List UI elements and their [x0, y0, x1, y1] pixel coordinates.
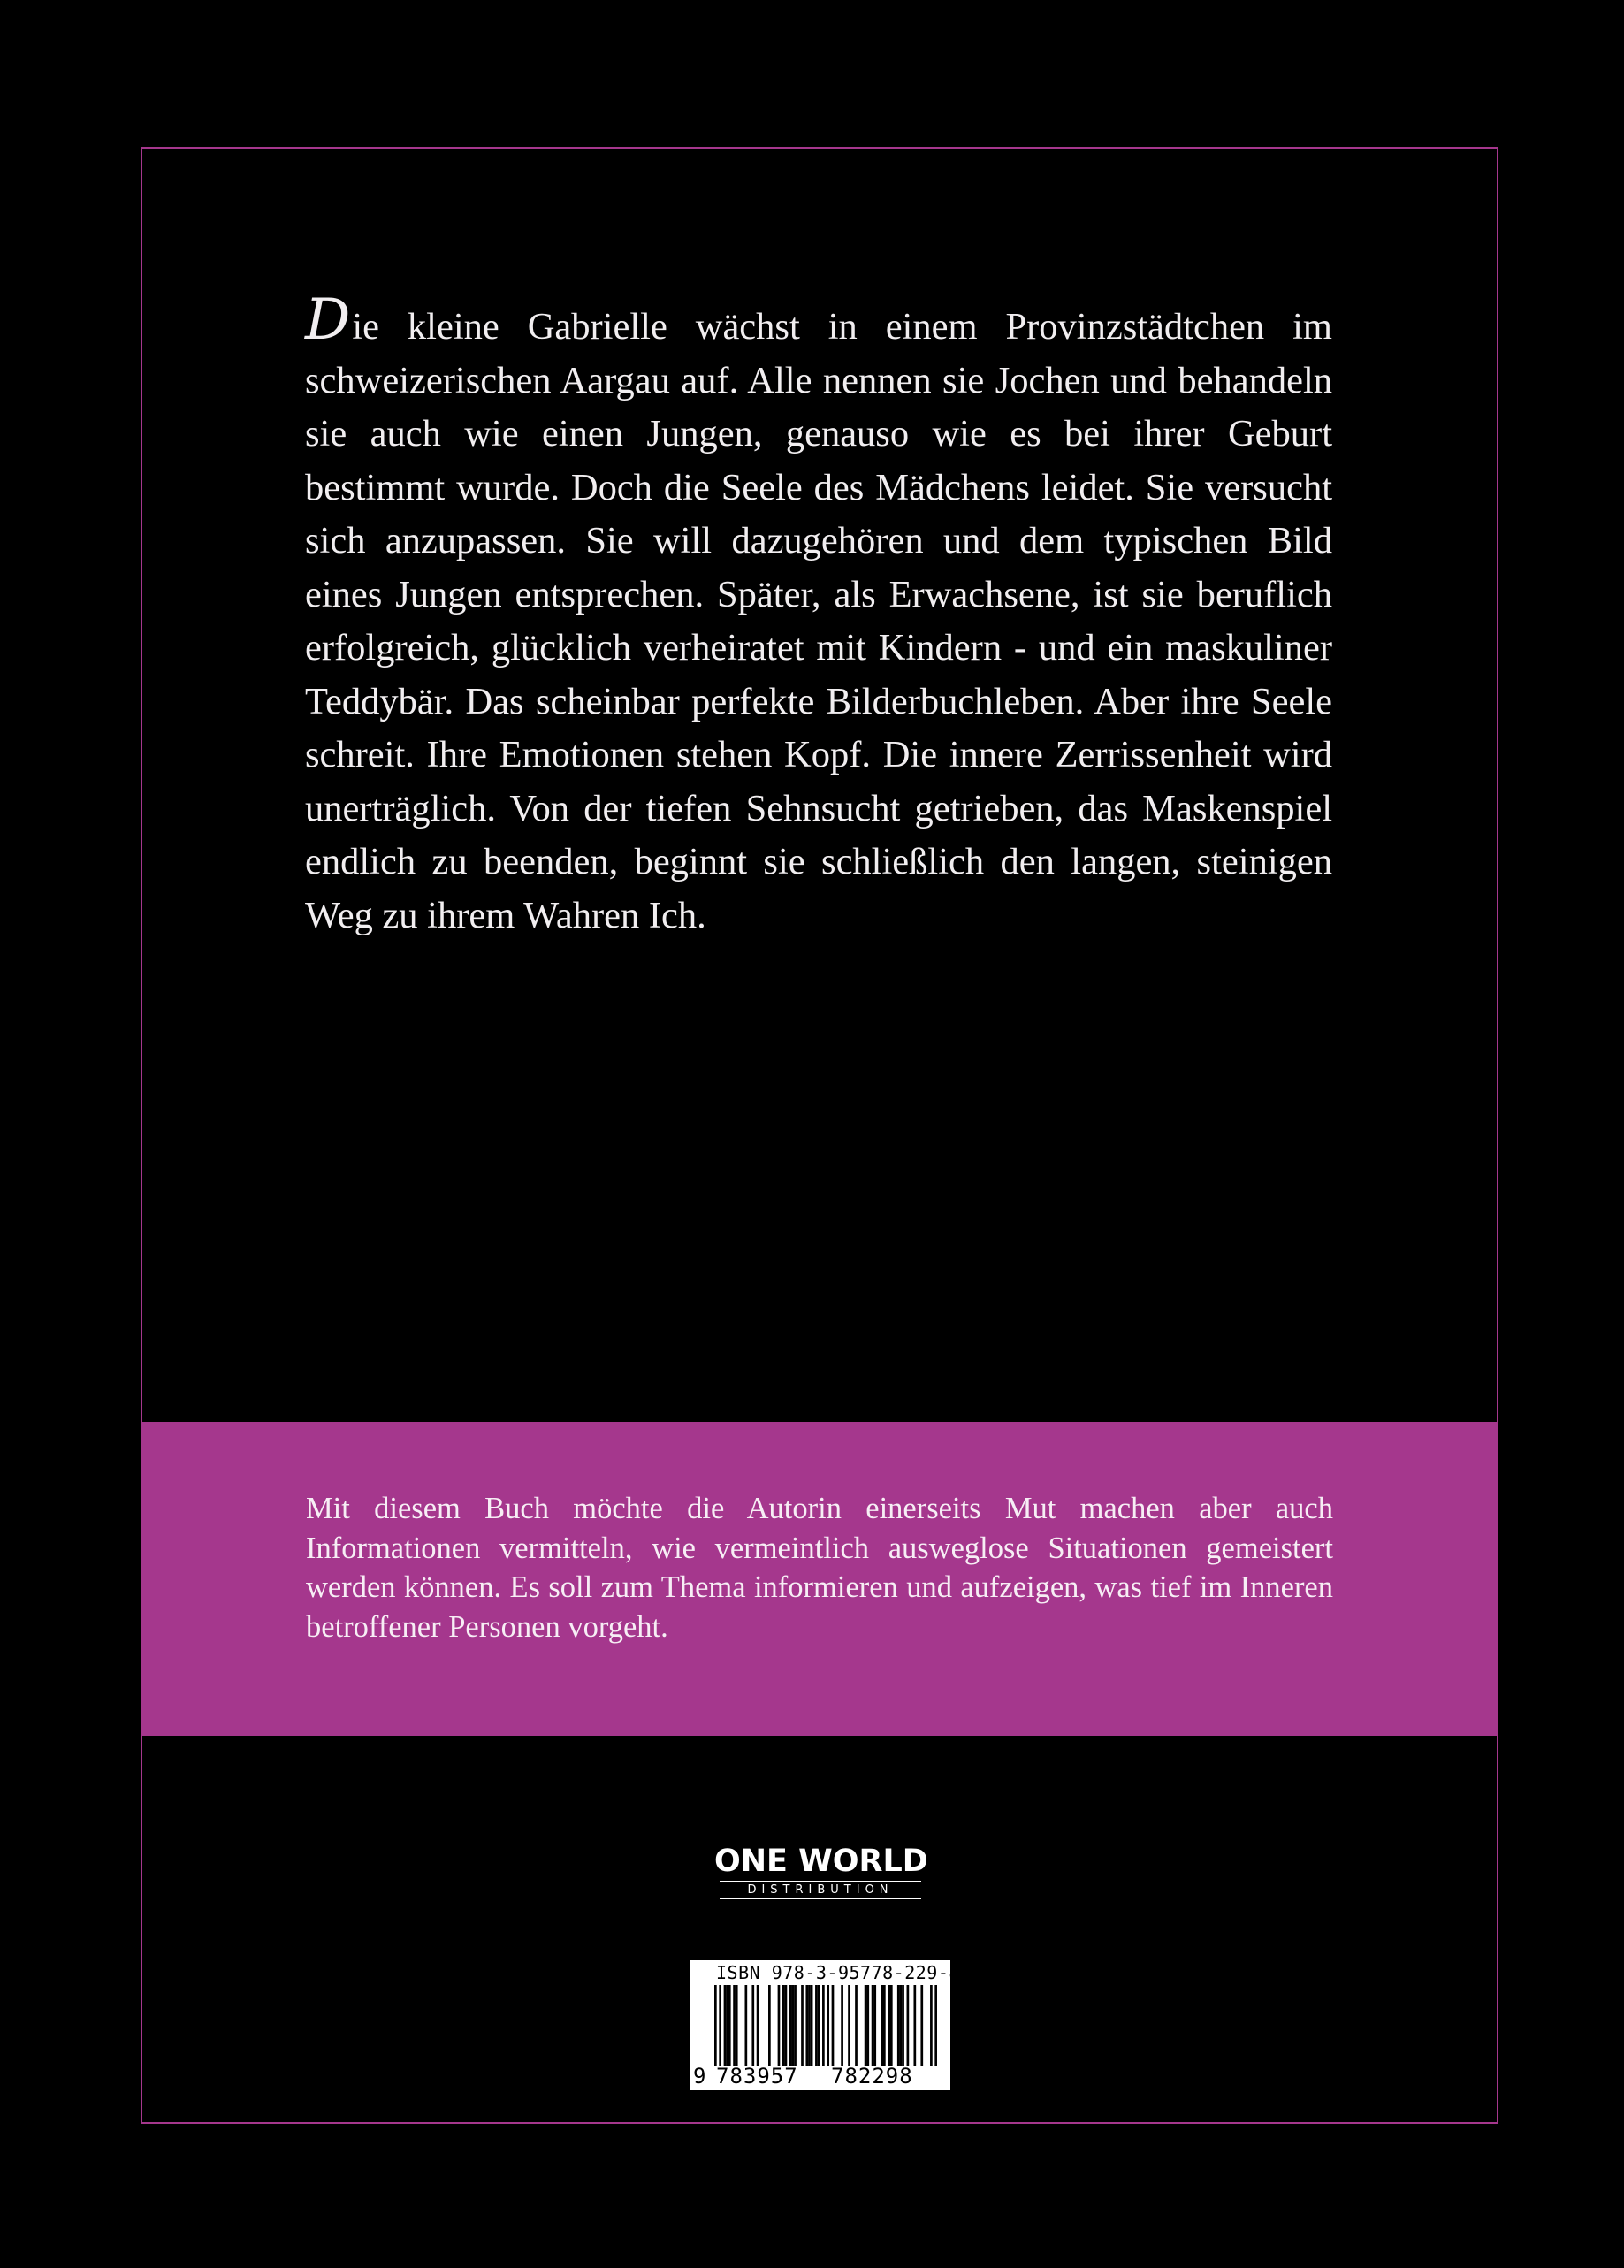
barcode-bar: [890, 1985, 893, 2066]
barcode-bar: [733, 1985, 736, 2066]
barcode-bar: [902, 1985, 904, 2066]
barcode-bar: [883, 1985, 886, 2066]
isbn-barcode: [690, 1960, 960, 2090]
barcode-bar: [728, 1985, 731, 2066]
barcode-bar: [827, 1985, 829, 2066]
barcode-bar: [794, 1985, 797, 2066]
barcode-bar: [808, 1985, 811, 2066]
barcode-bar: [801, 1985, 804, 2066]
barcode-bar: [930, 1985, 933, 2066]
ean-group-left: 783957: [716, 2064, 798, 2089]
barcode-bar: [934, 1985, 937, 2066]
barcode-bar: [792, 1985, 795, 2066]
barcode-bar: [811, 1985, 813, 2066]
barcode-bar: [897, 1985, 900, 2066]
barcode-bar: [736, 1985, 738, 2066]
barcode-bar: [881, 1985, 883, 2066]
barcode-bar: [815, 1985, 818, 2066]
drop-cap: D: [305, 287, 351, 353]
barcode-bars: [714, 1985, 937, 2066]
barcode-bar: [818, 1985, 820, 2066]
barcode-bar: [913, 1985, 916, 2066]
barcode-bar: [907, 1985, 910, 2066]
barcode-bar: [900, 1985, 903, 2066]
barcode-bar: [872, 1985, 874, 2066]
barcode-bar: [714, 1985, 717, 2066]
barcode-bar: [751, 1985, 754, 2066]
barcode-bar: [841, 1985, 843, 2066]
barcode-bar: [888, 1985, 890, 2066]
publisher-name: ONE WORLD: [714, 1844, 928, 1879]
info-band: [141, 1422, 1498, 1736]
barcode-bar: [920, 1985, 923, 2066]
barcode-bar: [726, 1985, 728, 2066]
barcode-bar: [832, 1985, 835, 2066]
barcode-bar: [744, 1985, 747, 2066]
barcode-bar: [785, 1985, 788, 2066]
barcode-bar: [865, 1985, 867, 2066]
publisher-logo: [714, 1844, 926, 1902]
barcode-bar: [778, 1985, 781, 2066]
barcode-bar: [719, 1985, 721, 2066]
barcode-bar: [757, 1985, 759, 2066]
barcode-bar: [873, 1985, 876, 2066]
publisher-subtitle: DISTRIBUTION: [720, 1881, 921, 1899]
ean-group-right: 782298: [831, 2064, 913, 2089]
barcode-bar: [822, 1985, 825, 2066]
ean-lead-digit: 9: [693, 2064, 706, 2089]
barcode-bar: [805, 1985, 808, 2066]
isbn-label: ISBN 978-3-95778-229-8: [716, 1962, 960, 1983]
barcode-bar: [866, 1985, 869, 2066]
barcode-bar: [782, 1985, 785, 2066]
barcode-bar: [768, 1985, 771, 2066]
band-text: Mit diesem Buch möchte die Autorin einerseits Mut machen aber auch Informationen vermitteln, wie vermeintlich ausweglose Situationen gemeistert werden können. Es soll zum Thema informieren und aufzeigen, was tief im Inneren betroffener Personen vorgeht.: [306, 1492, 1333, 1644]
barcode-bar: [848, 1985, 850, 2066]
barcode-bar: [724, 1985, 727, 2066]
back-cover-blurb: [305, 287, 1332, 943]
blurb-text: ie kleine Gabrielle wächst in einem Provinzstädtchen im schweizerischen Aargau auf. Alle nennen sie Jochen und behandeln sie auch wie einen Jungen, genauso wie es bei ihrer Geburt bestimmt wurde. Doch die Seele des Mädchens leidet. Sie versucht sich anzupassen. Sie will dazugehören und dem typischen Bild eines Jungen entsprechen. Später, als Erwachsene, ist sie beruflich erfolgreich, glücklich verheiratet mit Kindern - und ein maskuliner Teddybär. Das scheinbar perfekte Bilderbuchleben. Aber ihre Seele schreit. Ihre Emotionen stehen Kopf. Die innere Zerrissenheit wird unerträglich. Von der tiefen Sehnsucht getrieben, das Maskenspiel endlich zu beenden, beginnt sie schließlich den langen, steinigen Weg zu ihrem Wahren Ich.: [305, 306, 1332, 936]
barcode-bar: [855, 1985, 858, 2066]
barcode-bar: [789, 1985, 792, 2066]
